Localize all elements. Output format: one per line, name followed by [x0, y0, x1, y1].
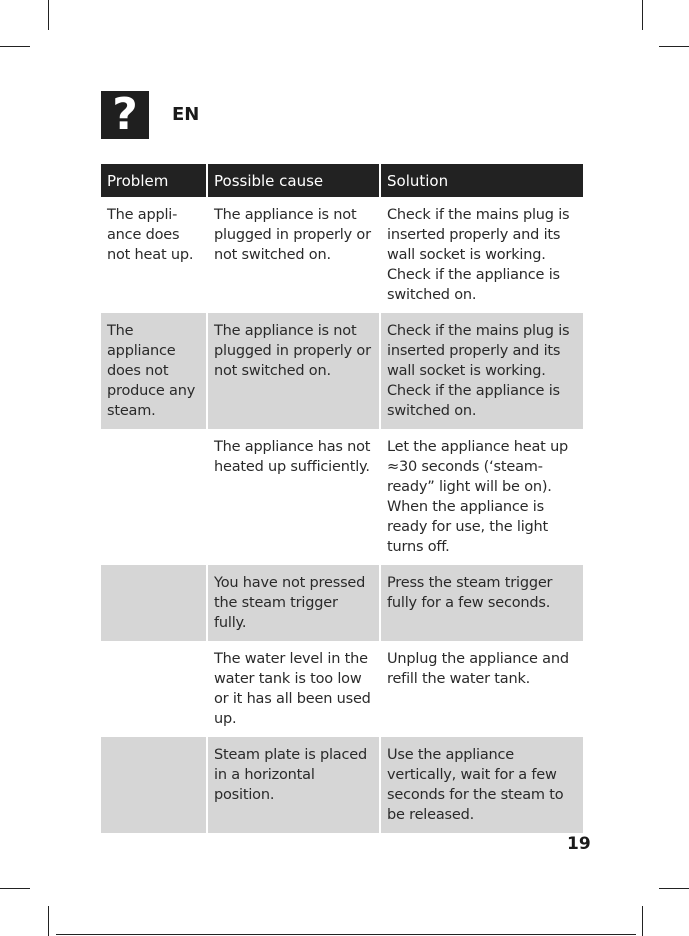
crop-mark [0, 888, 30, 889]
solution-cell: Unplug the appliance and refill the water tank. [380, 641, 583, 737]
crop-mark [659, 888, 689, 889]
crop-mark [0, 46, 30, 47]
table-row [101, 737, 583, 833]
problem-cell: The appli-ance does not heat up. [101, 197, 207, 313]
page-edge-line [56, 934, 636, 935]
crop-mark [48, 0, 49, 30]
question-mark-glyph: ? [112, 89, 138, 140]
table-row [101, 429, 583, 565]
crop-mark [642, 906, 643, 936]
cause-cell: Steam plate is placed in a horizontal position. [207, 737, 380, 833]
solution-cell: Check if the mains plug is inserted properly and its wall socket is working. Check if the appliance is switched on. [380, 197, 583, 313]
solution-cell: Let the appliance heat up ≈30 seconds (‘steam-ready” light will be on). When the appliance is ready for use, the light turns off. [380, 429, 583, 565]
cause-cell: The appliance has not heated up sufficiently. [207, 429, 380, 565]
language-label: EN [172, 104, 200, 125]
solution-cell: Use the appliance vertically, wait for a few seconds for the steam to be released. [380, 737, 583, 833]
table-row [101, 641, 583, 737]
solution-cell: Check if the mains plug is inserted properly and its wall socket is working. Check if the appliance is switched on. [380, 313, 583, 429]
cause-cell: The appliance is not plugged in properly or not switched on. [207, 313, 380, 429]
table-row [101, 313, 583, 429]
crop-mark [642, 0, 643, 30]
crop-mark [659, 46, 689, 47]
problem-cell [101, 565, 207, 641]
table-row [101, 565, 583, 641]
column-header-cause: Possible cause [207, 164, 380, 197]
page-number: 19 [567, 834, 591, 854]
problem-cell [101, 737, 207, 833]
cause-cell: The water level in the water tank is too low or it has all been used up. [207, 641, 380, 737]
problem-cell [101, 641, 207, 737]
column-header-problem: Problem [101, 164, 207, 197]
table-row [101, 197, 583, 313]
problem-cell: The appliance does not produce any steam. [101, 313, 207, 429]
crop-mark [48, 906, 49, 936]
problem-cell [101, 429, 207, 565]
question-mark-icon [101, 91, 149, 139]
table-header-row [101, 164, 583, 197]
cause-cell: You have not pressed the steam trigger fully. [207, 565, 380, 641]
cause-cell: The appliance is not plugged in properly or not switched on. [207, 197, 380, 313]
solution-cell: Press the steam trigger fully for a few seconds. [380, 565, 583, 641]
troubleshooting-table [101, 164, 583, 833]
column-header-solution: Solution [380, 164, 583, 197]
